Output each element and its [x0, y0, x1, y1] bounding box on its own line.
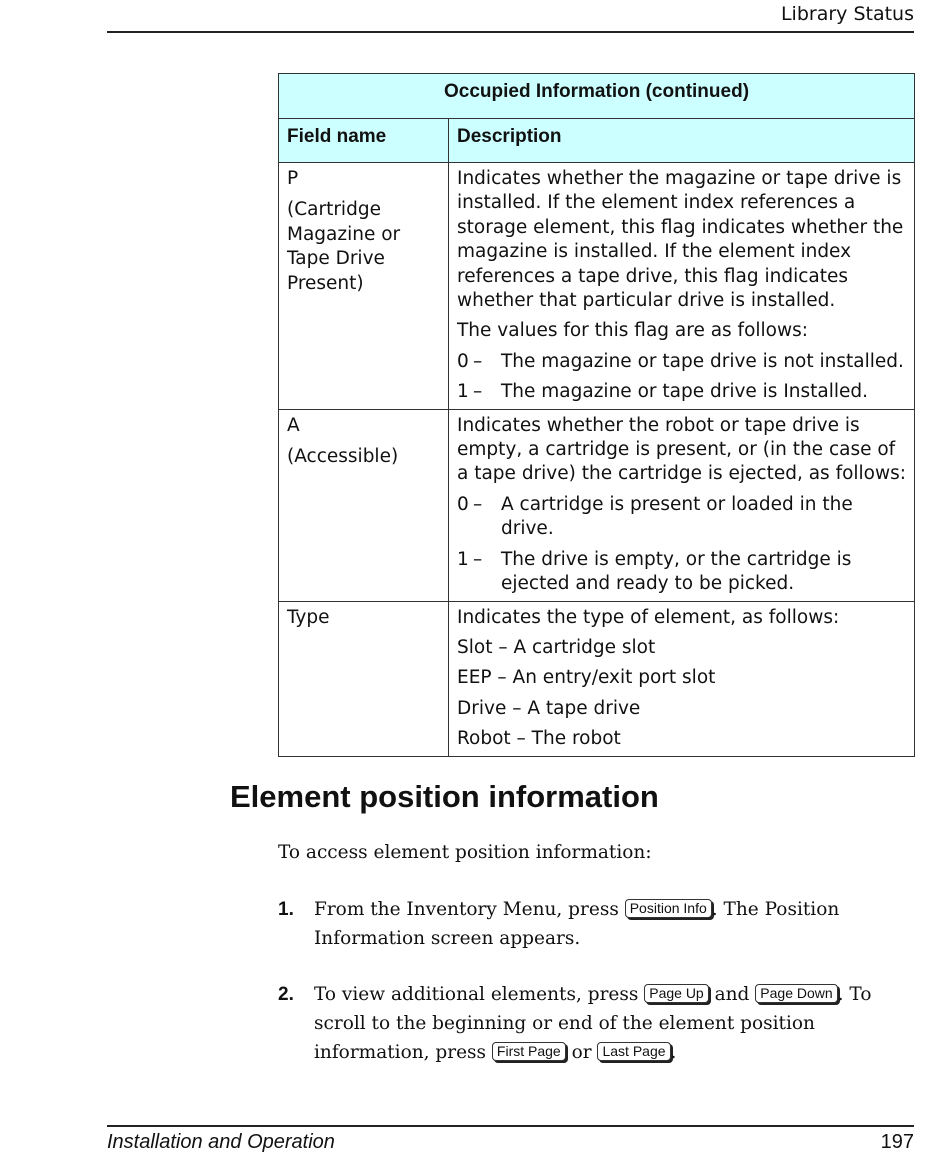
first-page-key: First Page — [492, 1042, 566, 1061]
type-item: Robot – The robot — [457, 728, 621, 750]
page-down-key: Page Down — [755, 984, 837, 1003]
table-row — [279, 409, 915, 601]
step-text-part: . The Position Information screen appears. — [314, 899, 840, 949]
column-header-description: Description — [449, 119, 915, 163]
field-name-cell — [279, 163, 449, 410]
description-cell — [449, 601, 915, 756]
field-name: Type — [287, 606, 330, 628]
value-code: 1 — [457, 381, 469, 403]
field-name: A — [287, 414, 300, 436]
type-item: Slot – A cartridge slot — [457, 636, 656, 658]
step-text-part: or — [565, 1042, 598, 1063]
table-title-row — [279, 74, 915, 119]
description-cell — [449, 163, 915, 410]
value-item — [457, 380, 906, 404]
step-2 — [278, 980, 914, 1067]
step-number: 2. — [278, 984, 294, 1005]
description-text: Indicates the type of element, as follows: — [457, 606, 840, 628]
table-row — [279, 601, 915, 756]
step-text-part: and — [708, 984, 756, 1005]
values-intro: The values for this flag are as follows: — [457, 320, 808, 342]
header-rule — [107, 31, 914, 33]
description-cell — [449, 409, 915, 601]
step-text-part: . To scroll to the beginning or end of the element position information, press — [314, 984, 872, 1063]
value-dash: – — [473, 381, 483, 403]
value-dash: – — [473, 350, 483, 372]
value-item — [457, 350, 906, 374]
footer-book-title: Installation and Operation — [107, 1131, 335, 1153]
field-name-subtitle: (Cartridge Magazine or Tape Drive Present) — [287, 199, 401, 294]
value-code: 1 — [457, 548, 469, 570]
value-code: 0 — [457, 493, 469, 515]
table-row — [279, 163, 915, 410]
running-header: Library Status — [780, 3, 914, 25]
step-text-part: From the Inventory Menu, press — [314, 899, 625, 920]
value-item — [457, 548, 906, 597]
step-text — [314, 980, 914, 1067]
page-up-key: Page Up — [644, 984, 708, 1003]
type-item: Drive – A tape drive — [457, 697, 641, 719]
table-header-row — [279, 119, 915, 163]
step-text — [314, 895, 914, 953]
position-info-key: Position Info — [625, 899, 712, 918]
value-dash: – — [473, 548, 483, 570]
value-item — [457, 493, 906, 542]
step-text-part: . — [670, 1042, 677, 1063]
description-text: Indicates whether the robot or tape drive is empty, a cartridge is present, or (in the case of a tape drive) the cartridge is ejected, as follows: — [457, 414, 906, 485]
value-code: 0 — [457, 350, 469, 372]
value-text: The magazine or tape drive is Installed. — [501, 381, 869, 403]
section-heading: Element position information — [230, 779, 659, 814]
table-title: Occupied Information (continued) — [279, 74, 915, 119]
field-name-cell — [279, 601, 449, 756]
description-text: Indicates whether the magazine or tape drive is installed. If the element index references a storage element, this flag indicates whether the magazine is installed. If the element index references a tape drive, this flag indicates whether that particular drive is installed. — [457, 168, 904, 312]
value-text: The magazine or tape drive is not installed. — [501, 350, 904, 372]
column-header-field-name: Field name — [279, 119, 449, 163]
field-name: P — [287, 168, 299, 189]
value-text: The drive is empty, or the cartridge is ejected and ready to be picked. — [501, 548, 852, 595]
type-item: EEP – An entry/exit port slot — [457, 667, 716, 689]
step-text-part: To view additional elements, press — [314, 984, 645, 1005]
step-1 — [278, 895, 914, 953]
section-intro: To access element position information: — [278, 842, 652, 863]
last-page-key: Last Page — [597, 1042, 670, 1061]
field-name-subtitle: (Accessible) — [287, 446, 399, 468]
value-dash: – — [473, 493, 483, 515]
footer-rule — [107, 1125, 914, 1127]
step-number: 1. — [278, 899, 294, 920]
field-name-cell — [279, 409, 449, 601]
page-number: 197 — [880, 1131, 914, 1153]
occupied-information-table — [278, 73, 915, 757]
value-text: A cartridge is present or loaded in the drive. — [501, 493, 853, 540]
